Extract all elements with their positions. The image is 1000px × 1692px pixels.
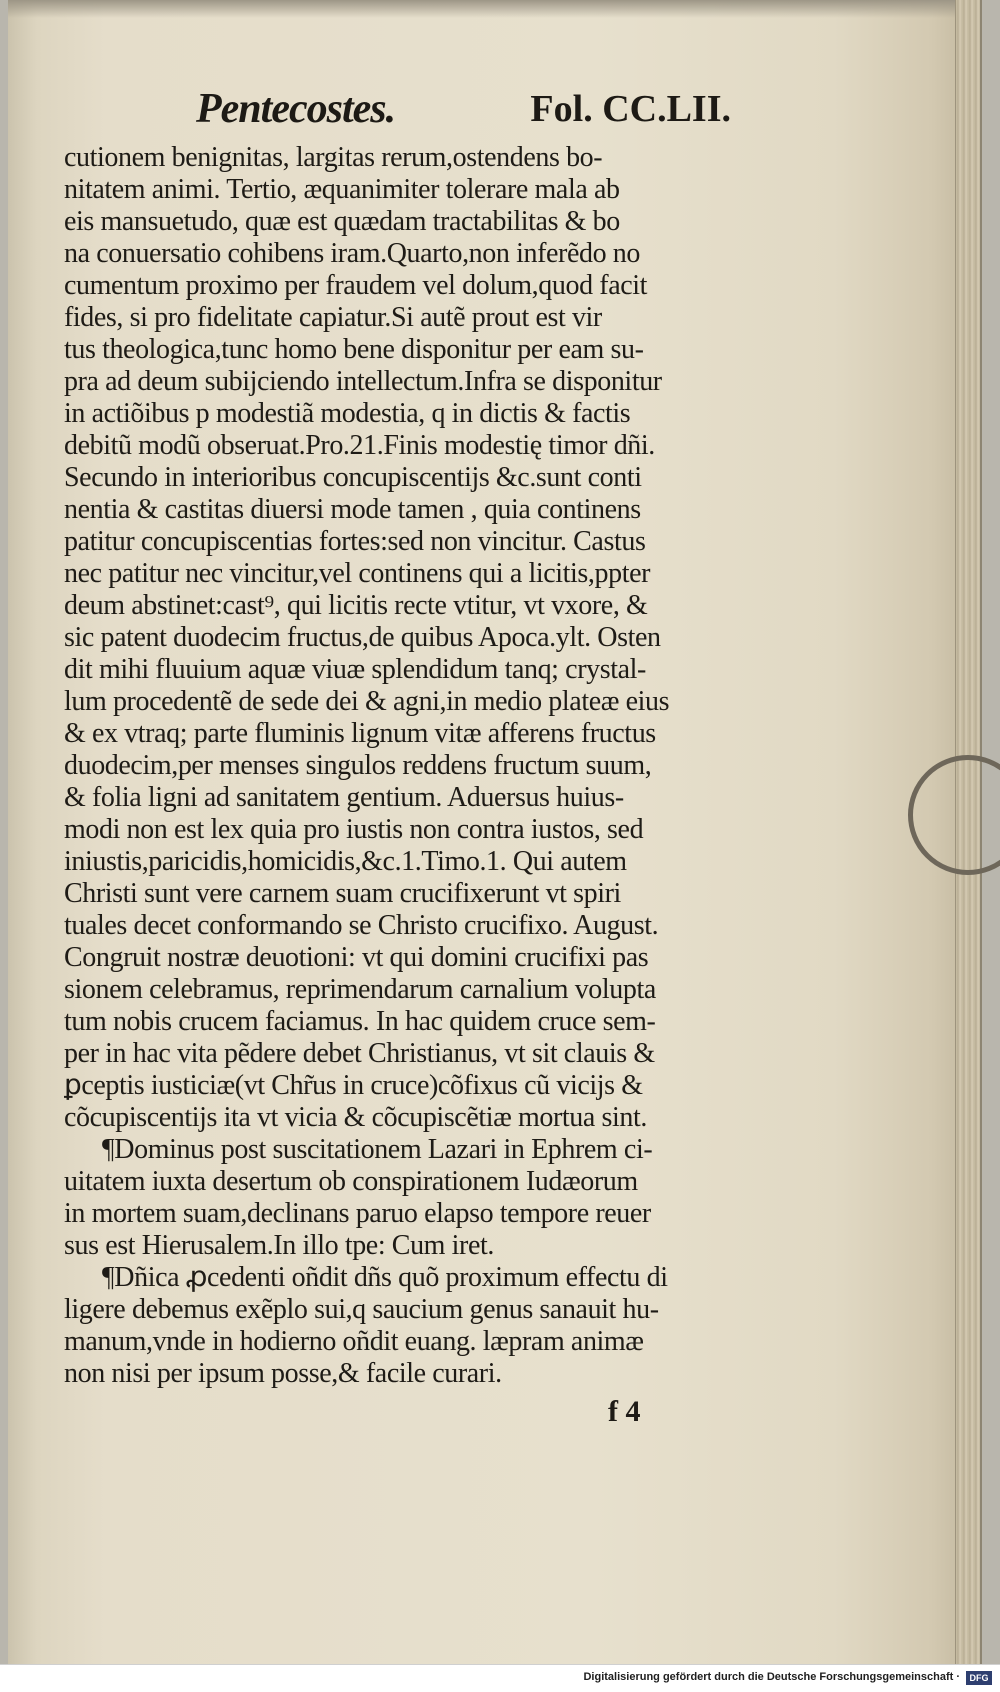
text-line: ligere debemus exẽplo sui,q saucium genus sanauit hu- — [64, 1294, 659, 1325]
text-line: patitur concupiscentias fortes:sed non vincitur. Castus — [64, 526, 646, 557]
text-line: pra ad deum subijciendo intellectum.Infra se disponitur — [64, 366, 662, 397]
book-page — [8, 0, 982, 1664]
book-clasp-ring — [908, 755, 1000, 875]
signature-mark: f 4 — [608, 1395, 641, 1428]
text-line: cutionem benignitas, largitas rerum,ostendens bo- — [64, 142, 603, 173]
text-line: & ex vtraq; parte fluminis lignum vitæ afferens fructus — [64, 718, 656, 749]
digitization-footer — [0, 1664, 1000, 1692]
text-line: deum abstinet:cast⁹, qui licitis recte vtitur, vt vxore, & — [64, 590, 648, 621]
text-line: eis mansuetudo, quæ est quædam tractabilitas & bo — [64, 206, 620, 237]
text-line: manum,vnde in hodierno oñdit euang. læpram animæ — [64, 1326, 644, 1357]
text-line: in actiõibus p modestiã modestia, q in dictis & factis — [64, 398, 631, 429]
text-line: Secundo in interioribus concupiscentijs &c.sunt conti — [64, 462, 642, 493]
text-line: cõcupiscentijs ita vt vicia & cõcupiscẽtiæ mortua sint. — [64, 1102, 647, 1133]
main-text-block — [64, 142, 774, 1390]
running-head: Pentecostes. — [196, 86, 396, 132]
folio-number: Fol. CC.LII. — [530, 88, 731, 130]
paragraph-start-line: ¶Dominus post suscitationem Lazari in Ephrem ci- — [102, 1134, 653, 1165]
text-line: tuales decet conformando se Christo crucifixo. August. — [64, 910, 659, 941]
text-line: sic patent duodecim fructus,de quibus Apoca.ylt. Osten — [64, 622, 661, 653]
text-line: lum procedentẽ de sede dei & agni,in medio plateæ eius — [64, 686, 670, 717]
text-line: & folia ligni ad sanitatem gentium. Aduersus huius- — [64, 782, 624, 813]
text-line: fides, si pro fidelitate capiatur.Si autẽ prout est vir — [64, 302, 602, 333]
text-line: debitũ modũ obseruat.Pro.21.Finis modestię timor dñi. — [64, 430, 655, 461]
text-line: iniustis,paricidis,homicidis,&c.1.Timo.1. Qui autem — [64, 846, 627, 877]
text-line: nentia & castitas diuersi mode tamen , quia continens — [64, 494, 641, 525]
text-line: na conuersatio cohibens iram.Quarto,non inferẽdo no — [64, 238, 640, 269]
text-line: cumentum proximo per fraudem vel dolum,quod facit — [64, 270, 648, 301]
text-line: ꝑceptis iusticiæ(vt Chr̃us in cruce)cõfixus cũ vicijs & — [64, 1070, 643, 1101]
text-line: nec patitur nec vincitur,vel continens qui a licitis,ppter — [64, 558, 651, 589]
text-line: sus est Hierusalem.In illo tpe: Cum iret. — [64, 1230, 494, 1261]
text-line: Christi sunt vere carnem suam crucifixerunt vt spiri — [64, 878, 621, 909]
page-shadow — [8, 0, 980, 18]
dfg-logo: DFG — [966, 1671, 992, 1685]
paragraph-start-line: ¶Dñica ꝓcedenti oñdit dñs quõ proximum effectu di — [102, 1262, 668, 1293]
text-line: nitatem animi. Tertio, æquanimiter tolerare mala ab — [64, 174, 620, 205]
text-line: uitatem iuxta desertum ob conspirationem Iudæorum — [64, 1166, 638, 1197]
text-line: modi non est lex quia pro iustis non contra iustos, sed — [64, 814, 644, 845]
text-line: tum nobis crucem faciamus. In hac quidem cruce sem- — [64, 1006, 656, 1037]
text-line: in mortem suam,declinans paruo elapso tempore reuer — [64, 1198, 651, 1229]
text-line: duodecim,per menses singulos reddens fructum suum, — [64, 750, 652, 781]
text-line: non nisi per ipsum posse,& facile curari. — [64, 1358, 502, 1389]
funding-credit: Digitalisierung gefördert durch die Deutsche Forschungsgemeinschaft · — [583, 1671, 960, 1683]
text-line: sionem celebramus, reprimendarum carnalium volupta — [64, 974, 656, 1005]
text-line: dit mihi fluuium aquæ viuæ splendidum tanq; crystal- — [64, 654, 646, 685]
text-line: per in hac vita pẽdere debet Christianus, vt sit clauis & — [64, 1038, 655, 1069]
text-line: tus theologica,tunc homo bene disponitur per eam su- — [64, 334, 644, 365]
text-line: Congruit nostræ deuotioni: vt qui domini crucifixi pas — [64, 942, 649, 973]
page-header — [196, 85, 731, 135]
